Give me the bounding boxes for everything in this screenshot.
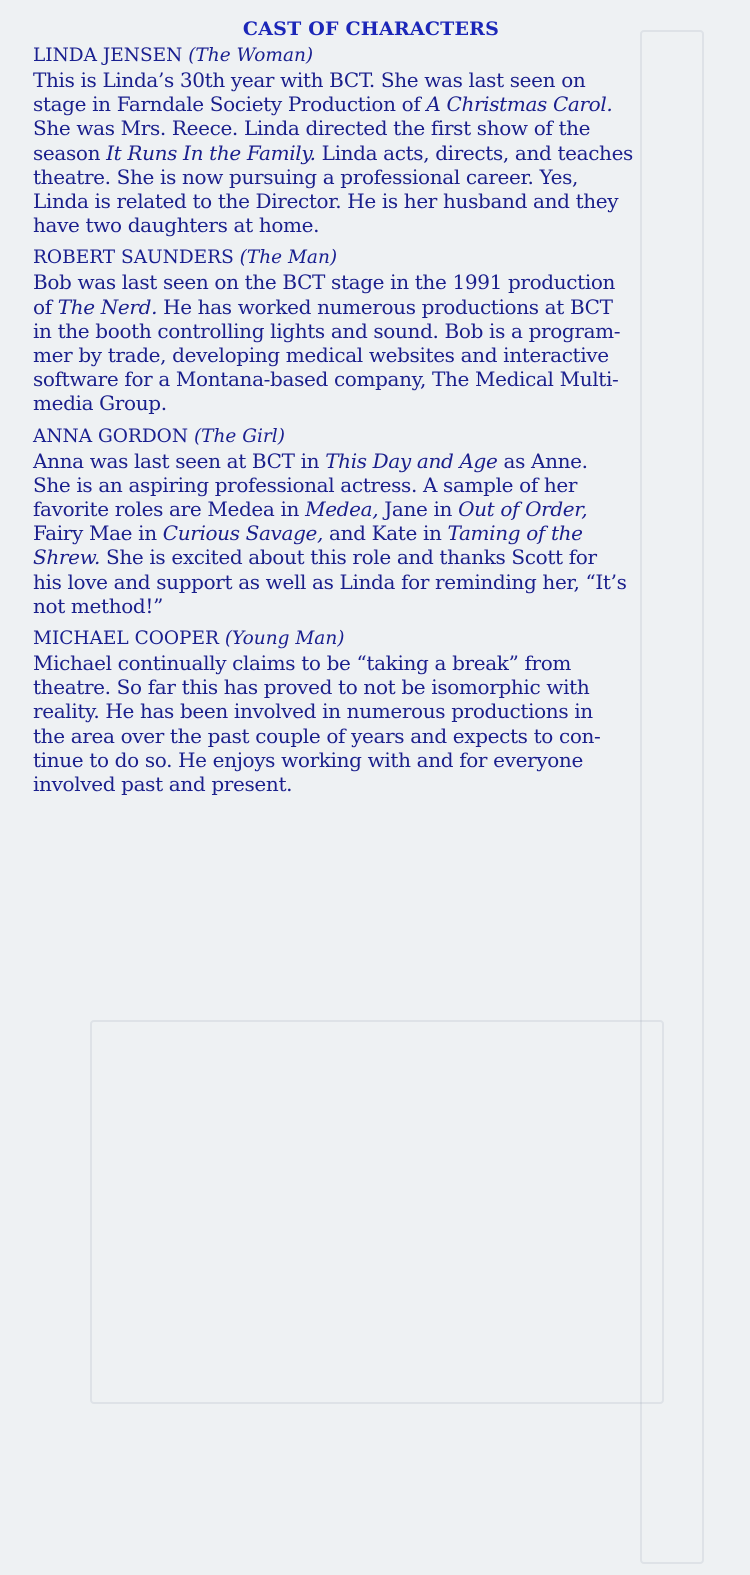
actor-name: MICHAEL COOPER [33, 628, 219, 650]
bio-line [33, 92, 612, 116]
show-title: The Nerd. [57, 294, 158, 319]
show-title: A Christmas Carol. [426, 92, 613, 117]
cast-name-line [33, 44, 695, 68]
cast-name-line [33, 425, 695, 449]
actor-name: ROBERT SAUNDERS [33, 247, 234, 269]
show-title: Taming of the [447, 521, 583, 546]
cast-entry [33, 425, 695, 618]
bio-line [33, 165, 578, 189]
bio-line [33, 748, 583, 772]
bio-text: and Kate in [323, 521, 448, 546]
bio-text: Fairy Mae in [33, 521, 163, 546]
bio-line [33, 391, 167, 415]
bio-text: Linda acts, directs, and teaches [315, 140, 633, 165]
bio-line [33, 189, 618, 213]
cast-name-line [33, 246, 695, 270]
bio-text: tinue to do so. He enjoys working with and for everyone [33, 747, 583, 772]
bio-text: mer by trade, developing medical websites and interactive [33, 343, 609, 368]
bio-text: He has worked numerous productions at BCT [157, 294, 613, 319]
show-title: It Runs In the Family. [106, 140, 316, 165]
bio-text: media Group. [33, 391, 167, 416]
show-title: Curious Savage, [162, 521, 324, 546]
bio-text: Michael continually claims to be “taking a break” from [33, 651, 572, 676]
show-title: Out of Order, [458, 497, 588, 522]
bio-text: have two daughters at home. [33, 213, 320, 238]
bio-text: the area over the past couple of years and expects to con- [33, 723, 601, 748]
bio-text: theatre. She is now pursuing a professional career. Yes, [33, 164, 579, 189]
bio-text: Bob was last seen on the BCT stage in the 1991 production [33, 270, 616, 295]
bio-text: of [33, 294, 58, 319]
bio-line [33, 473, 577, 497]
bio-text: She is an aspiring professional actress. A sample of her [33, 472, 578, 497]
show-title: Shrew. [33, 545, 100, 570]
bio-line [33, 319, 620, 343]
bio-line [33, 594, 163, 618]
bio-text: This is Linda’s 30th year with BCT. She was last seen on [33, 68, 586, 92]
show-title: Medea, [305, 497, 379, 522]
bio-text: reality. He has been involved in numerous productions in [33, 699, 593, 724]
actor-bio [33, 449, 695, 618]
bio-line [33, 651, 571, 675]
bio-text: not method!” [33, 593, 163, 618]
section-heading: CAST OF CHARACTERS [242, 18, 500, 40]
character-role: (The Man) [239, 247, 338, 269]
bio-text: Linda is related to the Director. He is her husband and they [33, 189, 619, 214]
cast-section [33, 18, 695, 805]
actor-name: ANNA GORDON [33, 425, 189, 447]
bio-line [33, 367, 618, 391]
bio-text: Anna was last seen at BCT in [33, 448, 326, 473]
actor-bio [33, 270, 695, 415]
bio-text: software for a Montana-based company, The Medical Multi- [33, 367, 619, 392]
bio-text: favorite roles are Medea in [33, 497, 306, 522]
bio-line [33, 497, 587, 521]
bio-line [33, 570, 627, 594]
show-title: This Day and Age [325, 448, 498, 473]
bio-text: season [33, 140, 107, 165]
bio-line [33, 295, 613, 319]
cast-entry [33, 44, 695, 237]
actor-bio [33, 651, 695, 796]
cast-entry [33, 246, 695, 415]
bio-text: theatre. So far this has proved to not be isomorphic with [33, 675, 590, 700]
bio-text: involved past and present. [33, 772, 293, 797]
bio-text: in the booth controlling lights and sound. Bob is a program- [33, 318, 621, 343]
bleed-through-illustration [90, 1020, 664, 1404]
bio-line [33, 343, 609, 367]
bio-line [33, 772, 292, 796]
character-role: (The Girl) [193, 425, 285, 447]
character-role: (Young Man) [224, 628, 345, 650]
bio-text: stage in Farndale Society Production of [33, 92, 427, 117]
bio-text: Jane in [378, 497, 459, 522]
bio-line [33, 213, 319, 237]
bio-text: as Anne. [497, 448, 588, 473]
bio-text: his love and support as well as Linda for reminding her, “It’s [33, 569, 627, 594]
bio-line [33, 699, 593, 723]
bio-line [33, 449, 588, 473]
cast-list [33, 44, 695, 796]
cast-entry [33, 627, 695, 796]
bio-line [33, 116, 590, 140]
bio-line [33, 724, 600, 748]
character-role: (The Woman) [188, 45, 314, 66]
actor-name: LINDA JENSEN [33, 45, 183, 66]
cast-name-line [33, 627, 695, 651]
bio-line [33, 545, 597, 569]
bio-line [33, 68, 585, 92]
bio-text: She is excited about this role and thanks Scott for [99, 545, 597, 570]
bio-line [33, 521, 583, 545]
bio-text: She was Mrs. Reece. Linda directed the first show of the [33, 116, 591, 141]
actor-bio [33, 68, 695, 237]
bio-line [33, 141, 633, 165]
bio-line [33, 270, 615, 294]
bio-line [33, 675, 589, 699]
